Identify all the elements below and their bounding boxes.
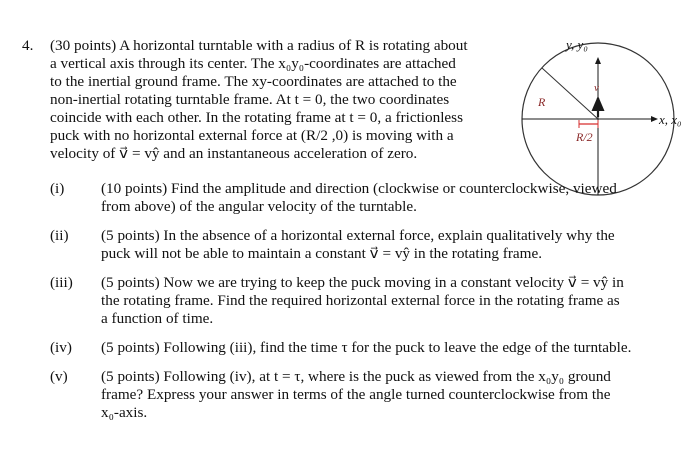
part-label: (i) <box>50 180 65 197</box>
part-line: from above) of the angular velocity of the turntable. <box>101 198 417 215</box>
intro-line: velocity of v⃗ = vŷ and an instantaneous acceleration of zero. <box>50 145 418 162</box>
intro-line: puck with no horizontal external force at (R/2 ,0) is moving with a <box>50 127 454 144</box>
velocity-label: v <box>594 82 599 94</box>
part-label: (v) <box>50 368 68 385</box>
intro-line: non-inertial rotating turntable frame. At t = 0, the two coordinates <box>50 91 450 108</box>
part-label: (iv) <box>50 339 72 356</box>
part-line: a function of time. <box>101 310 214 327</box>
intro-line: coincide with each other. In the rotating frame at t = 0, a frictionless <box>50 109 463 126</box>
x-axis-label: x, x₀ <box>659 112 682 127</box>
part-line: puck will not be able to maintain a constant v⃗ = vŷ in the rotating frame. <box>101 245 543 262</box>
problem-number: 4. <box>22 37 34 54</box>
part-line: frame? Express your answer in terms of the angle turned counterclockwise from the <box>101 386 611 403</box>
radius-label: R <box>538 95 546 109</box>
part-line: (5 points) Now we are trying to keep the puck moving in a constant velocity v⃗ = vŷ in <box>101 274 624 291</box>
part-line: (5 points) In the absence of a horizontal external force, explain qualitatively why the <box>101 227 615 244</box>
part-line: x₀-axis. <box>101 404 148 421</box>
part-line: (5 points) Following (iv), at t = τ, where is the puck as viewed from the x₀y₀ ground <box>101 368 611 385</box>
part-label: (iii) <box>50 274 73 291</box>
intro-line: (30 points) A horizontal turntable with a radius of R is rotating about <box>50 37 468 54</box>
half-radius-label: R/2 <box>576 130 593 144</box>
radius-line <box>542 68 598 119</box>
part-label: (ii) <box>50 227 69 244</box>
intro-line: a vertical axis through its center. The x₀y₀-coordinates are attached <box>50 55 456 72</box>
part-line: (5 points) Following (iii), find the time τ for the puck to leave the edge of the turntable. <box>101 339 632 356</box>
intro-line: to the inertial ground frame. The xy-coordinates are attached to the <box>50 73 457 90</box>
part-line: (10 points) Find the amplitude and direction (clockwise or counterclockwise, viewed <box>101 180 617 197</box>
y-axis-label: y, y₀ <box>566 37 588 52</box>
part-line: the rotating frame. Find the required horizontal external force in the rotating frame as <box>101 292 620 309</box>
